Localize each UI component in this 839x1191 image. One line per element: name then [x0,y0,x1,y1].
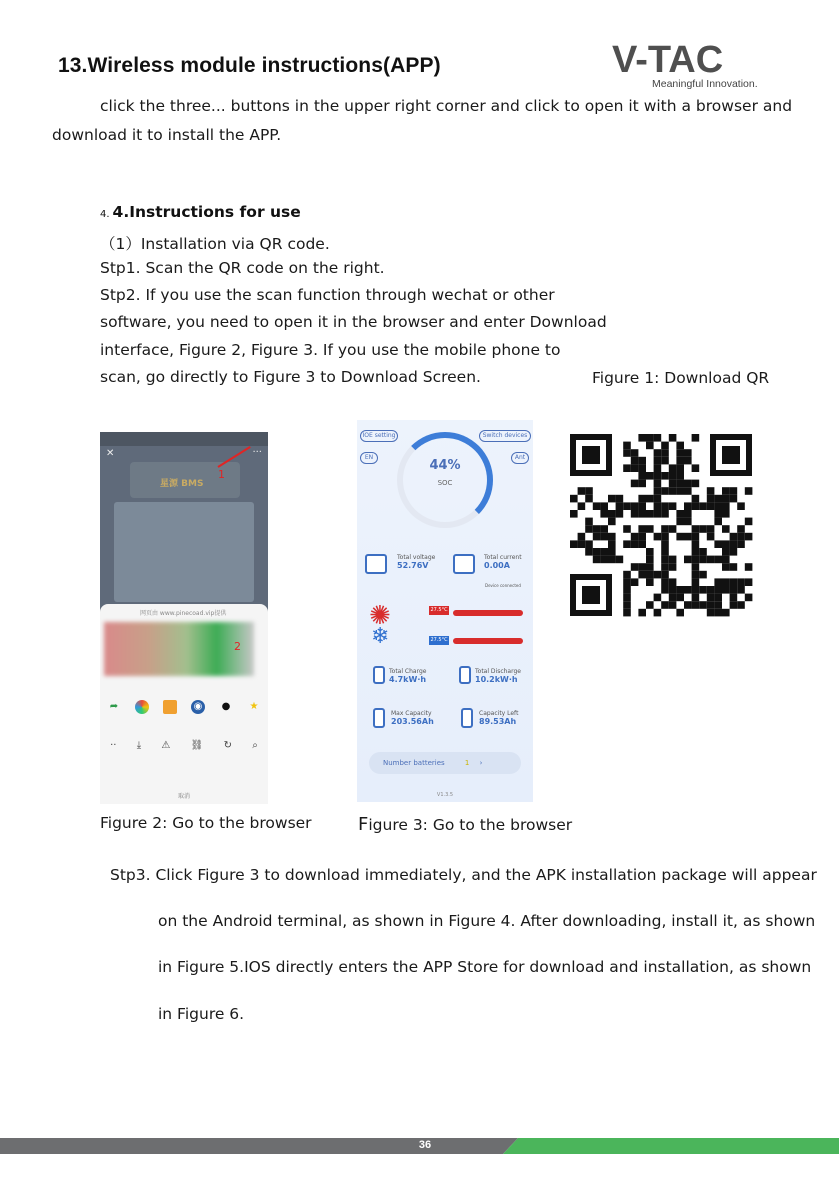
total-current-label: Total current [484,554,522,561]
figure-2-screenshot [100,432,268,804]
step-3-line-3: in Figure 5.IOS directly enters the APP Store for download and installation, as shown [158,958,812,976]
capacity-left [479,710,518,726]
step-3-line-4: in Figure 6. [158,1005,245,1023]
total-discharge-label: Total Discharge [475,668,521,675]
total-discharge-value: 10.2kW·h [475,675,518,684]
instructions-sub: （1）Installation via QR code. [100,235,330,253]
figure-3-caption-rest: igure 3: Go to the browser [368,816,573,834]
share-sheet-title: 网页由 www.pinecoad.vip提供 [140,610,227,617]
cube-icon [163,700,177,714]
warning-icon: ⚠ [161,740,171,751]
download-qr-code [568,430,754,620]
figure-3-caption [358,814,572,835]
ioe-setting-button: IOE setting [360,430,398,442]
qq-icon: ● [221,701,231,712]
language-button: EN [360,452,378,464]
qr-finder-top-left [570,434,612,476]
intro-line-2: download it to install the APP. [52,126,282,144]
qr-finder-bottom-left [570,574,612,616]
total-discharge [475,668,521,684]
sun-icon: ✺ [369,601,391,631]
instructions-heading [100,203,301,221]
marker-2: 2 [234,640,241,653]
total-charge-value: 4.7kW·h [389,675,427,684]
figure-3-caption-initial: F [358,814,369,835]
total-current-value: 0.00A [484,561,510,570]
qr-finder-top-right [710,434,752,476]
max-capacity [391,710,434,726]
step-3-line-1: Stp3. Click Figure 3 to download immediately, and the APK installation package will appear [110,866,817,884]
contacts-blurred [104,622,254,676]
link-icon: ⛓ [190,740,204,751]
max-capacity-label: Max Capacity [391,710,432,717]
total-voltage-value: 52.76V [397,561,429,570]
close-icon: ✕ [106,448,115,459]
capacity-left-label: Capacity Left [479,710,519,717]
moments-icon [135,700,149,714]
max-capacity-value: 203.56Ah [391,717,434,726]
soc-percent: 44% [429,458,461,473]
share-sheet [100,604,268,804]
star-icon: ★ [249,701,259,712]
page-number: 36 [418,1139,432,1151]
heat-bar [453,610,523,616]
intro-line-1: click the three... buttons in the upper right corner and click to open it with a browser and [100,97,793,115]
bms-brand: 星源 BMS [160,479,204,489]
battery-charge-icon [373,666,385,684]
battery-left-icon [461,708,473,728]
total-charge [389,668,426,684]
logo-brand: V-TAC [612,39,724,81]
ammeter-icon [453,554,475,574]
figure-3-screenshot [357,420,533,802]
browser-icon: ◉ [191,700,205,714]
forward-icon: ➦ [109,701,119,712]
battery-discharge-icon [459,666,471,684]
step-1: Stp1. Scan the QR code on the right. [100,259,385,277]
total-voltage-label: Total voltage [397,554,436,561]
background-panel [114,502,254,602]
snowflake-icon: ❄ [371,624,390,649]
total-voltage [397,554,435,570]
figure-1-caption: Figure 1: Download QR [592,369,770,387]
number-batteries-label: Number batteries [383,759,445,767]
cool-bar [453,638,523,644]
more-icon: ··· [252,447,262,458]
number-batteries-value: 1 [464,759,470,767]
soc-label: SOC [437,479,453,487]
battery-max-icon [373,708,385,728]
download-icon: ⤓ [136,740,142,751]
phone-status-bar [100,432,268,446]
share-row-1 [100,700,268,714]
step-2-line-1: Stp2. If you use the scan function through wechat or other [100,286,555,304]
share-row-2 [100,740,268,751]
device-connected: Device connected [485,583,521,588]
vtac-logo [612,40,772,92]
temp-high: 27.5°C [430,607,448,613]
step-2-line-3: interface, Figure 2, Figure 3. If you use the mobile phone to [100,341,561,359]
chevron-right-icon: › [479,759,483,767]
page-heading: 13.Wireless module instructions(APP) [58,54,441,77]
search-doc-icon: ⌕ [252,740,258,751]
app-version: V1.3.5 [436,792,454,798]
cancel-label: 取消 [177,793,190,800]
instructions-title: 4.Instructions for use [112,203,301,221]
dots-icon: ·· [110,740,117,751]
step-3-line-2: on the Android terminal, as shown in Figure 4. After downloading, install it, as shown [158,912,816,930]
footer-gray-segment [0,1138,518,1154]
voltmeter-icon [365,554,387,574]
footer-green-segment [503,1138,839,1154]
temp-low: 27.5°C [430,637,448,643]
capacity-left-value: 89.53Ah [479,717,517,726]
marker-1: 1 [218,468,225,481]
total-current [484,554,522,570]
step-2-line-2: software, you need to open it in the browser and enter Download [100,313,607,331]
figure-2-caption: Figure 2: Go to the browser [100,814,312,832]
number-batteries-bar [369,752,521,774]
instructions-prefix: 4. [100,209,110,220]
total-charge-label: Total Charge [389,668,427,675]
ant-button: Ant [511,452,529,464]
switch-devices-button: Switch devices [479,430,531,442]
refresh-icon: ↻ [223,740,232,751]
step-2-line-4: scan, go directly to Figure 3 to Download Screen. [100,368,481,386]
logo-tagline: Meaningful Innovation. [652,78,758,90]
